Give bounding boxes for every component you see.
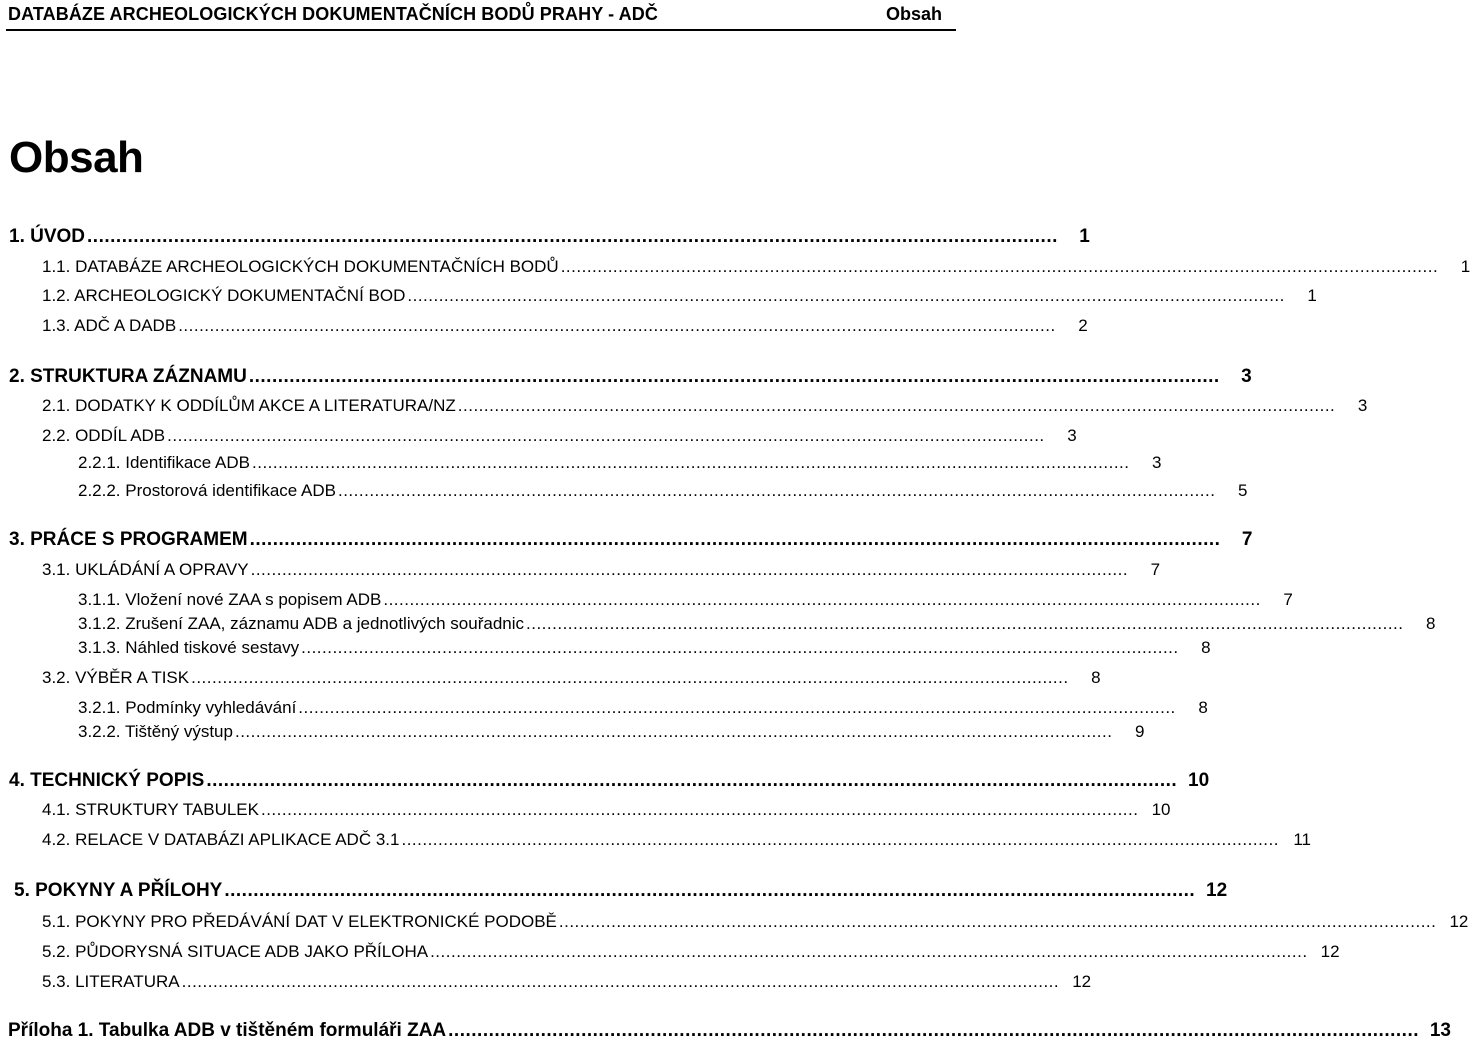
- toc-dot-leader: ........................................................................................................................................................................: [206, 770, 1178, 791]
- toc-entry-page-number: 11: [1293, 830, 1311, 849]
- toc-dot-leader: ........................................................................................................................................................................: [191, 668, 1069, 687]
- toc-entry[interactable]: [42, 972, 1092, 992]
- toc-entry[interactable]: [42, 668, 1101, 688]
- toc-dot-leader: ........................................................................................................................................................................: [407, 286, 1285, 305]
- toc-entry-page-number: 10: [1188, 770, 1210, 791]
- toc-entry-label: 3.1.1. Vložení nové ZAA s popisem ADB: [78, 590, 382, 609]
- toc-entry[interactable]: [42, 316, 1088, 336]
- toc-entry-page-number: 1: [1079, 226, 1090, 247]
- toc-entry-page-number: 1: [1307, 286, 1317, 305]
- toc-entry[interactable]: [78, 590, 1293, 610]
- toc-dot-leader: ........................................................................................................................................................................: [181, 972, 1060, 991]
- toc-dot-leader: ........................................................................................................................................................................: [401, 830, 1279, 849]
- toc-entry[interactable]: [78, 481, 1248, 501]
- toc-entry-page-number: 2: [1078, 316, 1088, 335]
- toc-entry[interactable]: [78, 453, 1162, 473]
- toc-entry-label: 3.2. VÝBĚR A TISK: [42, 668, 190, 687]
- toc-entry-page-number: 3: [1152, 453, 1162, 472]
- toc-entry[interactable]: [9, 226, 1090, 248]
- toc-entry[interactable]: [9, 770, 1210, 792]
- toc-entry-label: 4.2. RELACE V DATABÁZI APLIKACE ADČ 3.1: [42, 830, 400, 849]
- toc-entry-label: 4. TECHNICKÝ POPIS: [9, 770, 205, 791]
- toc-entry-page-number: 12: [1072, 972, 1092, 991]
- toc-entry[interactable]: [78, 614, 1436, 634]
- toc-entry-page-number: 9: [1135, 722, 1145, 741]
- toc-entry[interactable]: [9, 529, 1253, 551]
- page-title: Obsah: [9, 133, 144, 182]
- toc-entry[interactable]: [42, 286, 1317, 306]
- toc-dot-leader: ........................................................................................................................................................................: [250, 560, 1129, 579]
- toc-entry-label: 2.2. ODDÍL ADB: [42, 426, 166, 445]
- toc-entry[interactable]: [42, 942, 1340, 962]
- toc-entry-page-number: 1: [1460, 257, 1470, 276]
- toc-entry-page-number: 3: [1357, 396, 1368, 415]
- toc-dot-leader: ........................................................................................................................................................................: [301, 638, 1179, 657]
- toc-entry-label: 5.3. LITERATURA: [42, 972, 180, 991]
- toc-entry-page-number: 8: [1091, 668, 1101, 687]
- toc-dot-leader: ........................................................................................................................................................................: [234, 722, 1113, 741]
- toc-dot-leader: ........................................................................................................................................................................: [87, 226, 1058, 247]
- toc-dot-leader: ........................................................................................................................................................................: [298, 698, 1176, 717]
- toc-entry-label: 3.1.2. Zrušení ZAA, záznamu ADB a jednotlivých souřadnic: [78, 614, 525, 633]
- toc-entry[interactable]: [78, 698, 1208, 718]
- toc-dot-leader: ........................................................................................................................................................................: [249, 529, 1221, 550]
- toc-entry-label: 1. ÚVOD: [9, 226, 86, 247]
- toc-entry-label: 5.2. PŮDORYSNÁ SITUACE ADB JAKO PŘÍLOHA: [42, 942, 429, 961]
- toc-entry-page-number: 10: [1151, 800, 1171, 819]
- toc-entry-label: 5.1. POKYNY PRO PŘEDÁVÁNÍ DAT V ELEKTRONICKÉ PODOBĚ: [42, 912, 557, 931]
- toc-entry-label: 1.3. ADČ A DADB: [42, 316, 177, 335]
- toc-dot-leader: ........................................................................................................................................................................: [448, 1020, 1419, 1041]
- toc-entry-page-number: 8: [1198, 698, 1208, 717]
- toc-entry[interactable]: [42, 396, 1368, 416]
- toc-dot-leader: ........................................................................................................................................................................: [526, 614, 1404, 633]
- toc-entry[interactable]: [14, 880, 1228, 902]
- toc-entry-page-number: 8: [1426, 614, 1436, 633]
- toc-entry-label: 3.2.1. Podmínky vyhledávání: [78, 698, 297, 717]
- toc-entry[interactable]: [42, 257, 1470, 277]
- toc-entry-page-number: 7: [1150, 560, 1161, 579]
- toc-entry[interactable]: [42, 912, 1469, 932]
- toc-entry[interactable]: [78, 722, 1145, 742]
- toc-entry-page-number: 3: [1241, 366, 1252, 387]
- toc-entry-page-number: 5: [1238, 481, 1248, 500]
- toc-dot-leader: ........................................................................................................................................................................: [337, 481, 1216, 500]
- toc-entry-page-number: 3: [1067, 426, 1077, 445]
- toc-entry[interactable]: [42, 800, 1171, 820]
- toc-entry-label: 2.1. DODATKY K ODDÍLŮM AKCE A LITERATURA/NZ: [42, 396, 456, 415]
- toc-entry-label: 4.1. STRUKTURY TABULEK: [42, 800, 259, 819]
- toc-entry-page-number: 12: [1206, 880, 1228, 901]
- toc-entry[interactable]: [42, 426, 1077, 446]
- toc-entry-label: Příloha 1. Tabulka ADB v tištěném formuláři ZAA: [8, 1020, 447, 1041]
- toc-entry-page-number: 13: [1429, 1020, 1451, 1041]
- toc-entry-label: 5. POKYNY A PŘÍLOHY: [14, 880, 223, 901]
- toc-entry[interactable]: [42, 560, 1161, 580]
- toc-entry[interactable]: [78, 638, 1211, 658]
- toc-entry[interactable]: [42, 830, 1311, 850]
- toc-dot-leader: ........................................................................................................................................................................: [224, 880, 1196, 901]
- toc-entry-label: 1.1. DATABÁZE ARCHEOLOGICKÝCH DOKUMENTAČNÍCH BODŮ: [42, 257, 559, 276]
- toc-entry[interactable]: [8, 1020, 1451, 1042]
- toc-entry-page-number: 7: [1241, 529, 1253, 550]
- toc-dot-leader: ........................................................................................................................................................................: [558, 912, 1437, 931]
- toc-dot-leader: ........................................................................................................................................................................: [383, 590, 1261, 609]
- toc-entry-label: 3.2.2. Tištěný výstup: [78, 722, 233, 741]
- toc-entry-page-number: 8: [1201, 638, 1211, 657]
- toc-entry-page-number: 12: [1320, 942, 1340, 961]
- running-header-title: DATABÁZE ARCHEOLOGICKÝCH DOKUMENTAČNÍCH BODŮ PRAHY - ADČ: [8, 4, 658, 24]
- running-header-section: Obsah: [885, 4, 942, 24]
- toc-entry-label: 2.2.1. Identifikace ADB: [78, 453, 250, 472]
- toc-dot-leader: ........................................................................................................................................................................: [430, 942, 1308, 961]
- toc-entry-label: 2.2.2. Prostorová identifikace ADB: [78, 481, 336, 500]
- toc-dot-leader: ........................................................................................................................................................................: [560, 257, 1439, 276]
- toc-entry-label: 3. PRÁCE S PROGRAMEM: [9, 529, 248, 550]
- toc-dot-leader: ........................................................................................................................................................................: [167, 426, 1045, 445]
- toc-dot-leader: ........................................................................................................................................................................: [260, 800, 1139, 819]
- toc-dot-leader: ........................................................................................................................................................................: [178, 316, 1056, 335]
- toc-dot-leader: ........................................................................................................................................................................: [248, 366, 1220, 387]
- toc-entry[interactable]: [9, 366, 1252, 388]
- toc-dot-leader: ........................................................................................................................................................................: [457, 396, 1336, 415]
- toc-dot-leader: ........................................................................................................................................................................: [252, 453, 1130, 472]
- toc-entry-page-number: 12: [1449, 912, 1469, 931]
- toc-entry-label: 3.1. UKLÁDÁNÍ A OPRAVY: [42, 560, 249, 579]
- toc-entry-label: 2. STRUKTURA ZÁZNAMU: [9, 366, 247, 387]
- toc-entry-label: 3.1.3. Náhled tiskové sestavy: [78, 638, 300, 657]
- toc-entry-page-number: 7: [1283, 590, 1293, 609]
- toc-entry-label: 1.2. ARCHEOLOGICKÝ DOKUMENTAČNÍ BOD: [42, 286, 406, 305]
